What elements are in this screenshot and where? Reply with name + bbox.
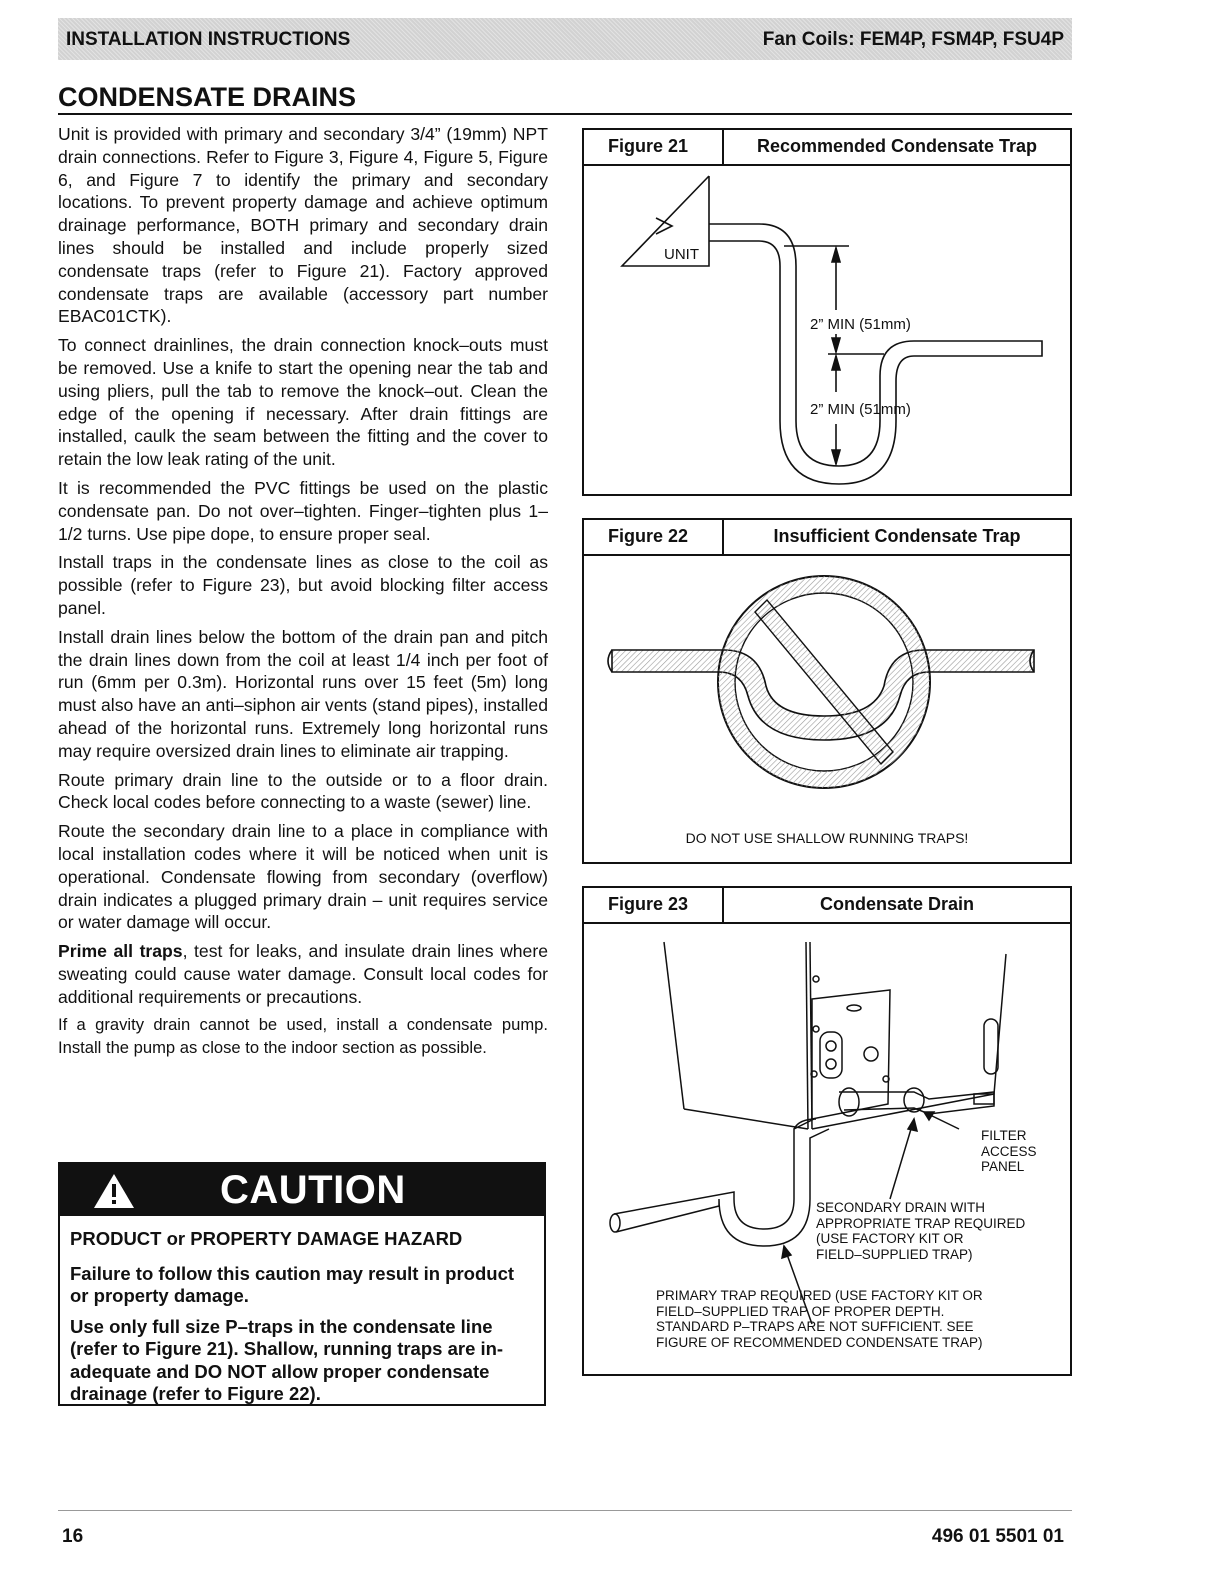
page-number: 16 [62, 1526, 84, 1547]
warning-triangle-icon [92, 1172, 136, 1210]
figure-number: Figure 22 [584, 520, 724, 554]
figure-header [584, 520, 1070, 556]
page-header [58, 18, 1072, 60]
pump-paragraph: If a gravity drain cannot be used, install a condensate pump. Install the pump as close to the indoor section as possible. [58, 1015, 548, 1058]
paragraph: It is recommended the PVC fittings be used on the plastic condensate pan. Do not over–tighten. Finger–tighten plus 1–1/2 turns. Use pipe dope, to ensure proper seal. [58, 477, 548, 544]
header-title: INSTALLATION INSTRUCTIONS [66, 29, 351, 50]
caution-box [58, 1162, 546, 1406]
figure-title: Insufficient Condensate Trap [773, 526, 1021, 546]
footer-rule [58, 1510, 1072, 1511]
dimension-label: 2” MIN (51mm) [810, 401, 911, 418]
prime-traps-paragraph [58, 940, 548, 1008]
paragraph: Route the secondary drain line to a place in compliance with local installation codes where it will be noticed when unit is operational. Condensate flowing from secondary (overflow) drain indicates a plugged primary drain – unit requires service or water damage will occur. [58, 821, 548, 933]
figure-header [584, 888, 1070, 924]
caution-word: CAUTION [220, 1168, 406, 1212]
insufficient-trap-diagram [584, 556, 1070, 826]
caution-body [60, 1216, 544, 1406]
caution-line: Failure to follow this caution may result in product or property damage. [70, 1262, 515, 1306]
figure-number: Figure 23 [584, 888, 724, 922]
paragraph: Unit is provided with primary and secondary 3/4” (19mm) NPT drain connections. Refer to Figure 3, Figure 4, Figure 5, Figure 6, and Figure 7 to identify the primary and secondary locations. To prevent property damage and achieve optimum drainage performance, BOTH primary and secondary drain lines should be installed and include properly sized condensate traps (refer to Figure 21). Factory approved condensate traps are available (accessory part number EBAC01CTK). [58, 124, 548, 327]
prime-traps-bold: Prime all traps [58, 941, 183, 962]
figure-22 [582, 518, 1072, 864]
figure-title: Condensate Drain [819, 894, 975, 914]
caution-line: Use only full size P–traps in the condensate line (refer to Figure 21). Shallow, running traps are in-adequate and DO NOT allow proper condensate drainage (refer to Figure 22). [70, 1315, 504, 1404]
figure-23 [582, 886, 1072, 1376]
section-title: CONDENSATE DRAINS [58, 82, 357, 112]
figure-number: Figure 21 [584, 130, 724, 164]
paragraph: Install traps in the condensate lines as close to the coil as possible (refer to Figure 23), but avoid blocking filter access panel. [58, 552, 548, 618]
caution-banner [60, 1164, 544, 1216]
title-rule [58, 113, 1072, 115]
figure-title: Recommended Condensate Trap [756, 136, 1038, 156]
dimension-label: 2” MIN (51mm) [810, 316, 911, 333]
paragraph: To connect drainlines, the drain connection knock–outs must be removed. Use a knife to start the opening near the tab and using pliers, pull the tab to remove the knock–out. Clean the edge of the opening if necessary. After drain fittings are installed, caulk the seam between the fitting and the cover to retain the low leak rating of the unit. [58, 335, 548, 470]
recommended-trap-diagram [584, 166, 1070, 496]
secondary-drain-label: SECONDARY DRAIN WITH APPROPRIATE TRAP REQUIRED (USE FACTORY KIT OR FIELD–SUPPLIED TRAP) [816, 1200, 1026, 1262]
prime-traps-rest: , test for leaks, and insulate drain lines where sweating could cause water damage. Consult local codes for additional requirements or precautions. [58, 941, 548, 1007]
document-number: 496 01 5501 01 [931, 1526, 1064, 1547]
unit-label: UNIT [664, 246, 699, 263]
body-text [58, 123, 548, 1066]
primary-trap-label: PRIMARY TRAP REQUIRED (USE FACTORY KIT OR FIELD–SUPPLIED TRAP OF PROPER DEPTH. STANDARD P–TRAPS ARE NOT SUFFICIENT. SEE FIGURE OF RECOMMENDED CONDENSATE TRAP) [656, 1288, 983, 1350]
header-product: Fan Coils: FEM4P, FSM4P, FSU4P [762, 29, 1064, 50]
figure-21 [582, 128, 1072, 496]
caution-hazard: PRODUCT or PROPERTY DAMAGE HAZARD [70, 1228, 463, 1249]
figure-header [584, 130, 1070, 166]
filter-access-panel-label: FILTER ACCESS PANEL [981, 1128, 1037, 1174]
paragraph: Route primary drain line to the outside or to a floor drain. Check local codes before connecting to a waste (sewer) line. [58, 769, 548, 813]
figure-caption: DO NOT USE SHALLOW RUNNING TRAPS! [685, 830, 969, 846]
paragraph: Install drain lines below the bottom of the drain pan and pitch the drain lines down from the coil at least 1/4 inch per foot of run (6mm per 0.3m). Horizontal runs over 15 feet (5m) long must also have an anti–siphon air vents (stand pipes), installed ahead of the horizontal runs. Extremely long horizontal runs may require oversized drain lines to eliminate air trapping. [58, 626, 548, 761]
